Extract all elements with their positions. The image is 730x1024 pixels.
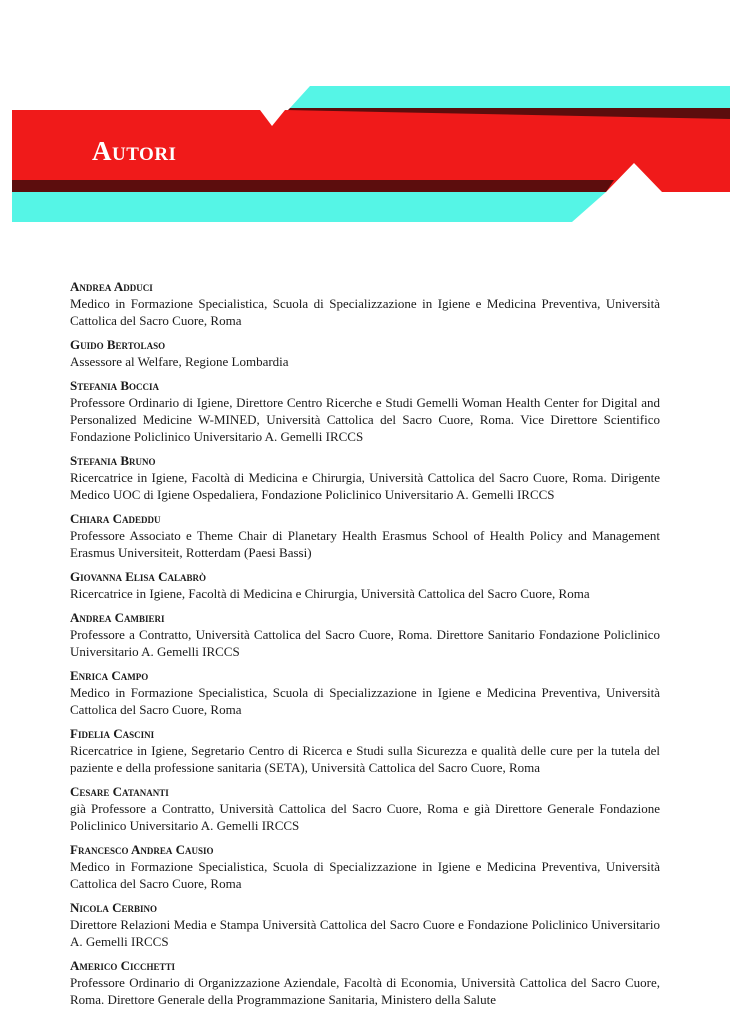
author-name: Chiara Cadeddu: [70, 511, 161, 526]
author-entry: [70, 336, 660, 370]
author-entry: [70, 957, 660, 1008]
author-description: già Professore a Contratto, Università Cattolica del Sacro Cuore, Roma e già Direttore Generale Fondazione Policlinico Universitario A. Gemelli IRCCS: [70, 801, 660, 833]
author-name: Andrea Cambieri: [70, 610, 165, 625]
banner-graphic: [0, 0, 730, 240]
author-name: Stefania Bruno: [70, 453, 156, 468]
author-name: Stefania Boccia: [70, 378, 159, 393]
author-name: Guido Bertolaso: [70, 337, 166, 352]
author-description: Direttore Relazioni Media e Stampa Università Cattolica del Sacro Cuore e Fondazione Policlinico Universitario A. Gemelli IRCCS: [70, 917, 660, 949]
author-entry: [70, 568, 660, 602]
author-description: Ricercatrice in Igiene, Segretario Centro di Ricerca e Studi sulla Sicurezza e qualità delle cure per la tutela del paziente e della professione sanitaria (SETA), Università Cattolica del Sacro Cuore, Roma: [70, 743, 660, 775]
banner-cyan-top: [290, 86, 730, 108]
author-entry: [70, 899, 660, 950]
page-title: Autori: [92, 136, 177, 166]
author-description: Professore Ordinario di Igiene, Direttore Centro Ricerche e Studi Gemelli Woman Health Center for Digital and Personalized Medicine W-MINED, Università Cattolica del Sacro Cuore, Roma. Vice Direttore Scientifico Fondazione Policlinico Universitario A. Gemelli IRCCS: [70, 395, 660, 444]
author-description: Medico in Formazione Specialistica, Scuola di Specializzazione in Igiene e Medicina Preventiva, Università Cattolica del Sacro Cuore, Roma: [70, 685, 660, 717]
author-name: Cesare Catananti: [70, 784, 169, 799]
author-entry: [70, 841, 660, 892]
author-description: Medico in Formazione Specialistica, Scuola di Specializzazione in Igiene e Medicina Preventiva, Università Cattolica del Sacro Cuore, Roma: [70, 859, 660, 891]
author-description: Ricercatrice in Igiene, Facoltà di Medicina e Chirurgia, Università Cattolica del Sacro Cuore, Roma: [70, 586, 590, 601]
author-description: Ricercatrice in Igiene, Facoltà di Medicina e Chirurgia, Università Cattolica del Sacro Cuore, Roma. Dirigente Medico UOC di Igiene Ospedaliera, Fondazione Policlinico Universitario A. Gemelli IRCCS: [70, 470, 660, 502]
author-description: Medico in Formazione Specialistica, Scuola di Specializzazione in Igiene e Medicina Preventiva, Università Cattolica del Sacro Cuore, Roma: [70, 296, 660, 328]
author-description: Professore Ordinario di Organizzazione Aziendale, Facoltà di Economia, Università Cattolica del Sacro Cuore, Roma. Direttore Generale della Programmazione Sanitaria, Ministero della Salute: [70, 975, 660, 1007]
author-name: Enrica Campo: [70, 668, 149, 683]
author-entry: [70, 278, 660, 329]
author-entry: [70, 667, 660, 718]
author-description: Professore a Contratto, Università Cattolica del Sacro Cuore, Roma. Direttore Sanitario Fondazione Policlinico Universitario A. Gemelli IRCCS: [70, 627, 660, 659]
author-name: Nicola Cerbino: [70, 900, 158, 915]
author-entry: [70, 377, 660, 445]
author-entry: [70, 609, 660, 660]
author-description: Assessore al Welfare, Regione Lombardia: [70, 354, 289, 369]
banner-cyan-bottom: [12, 192, 606, 222]
banner-dark-stripe-bottom: [12, 180, 614, 192]
author-entry: [70, 452, 660, 503]
author-entry: [70, 725, 660, 776]
author-name: Americo Cicchetti: [70, 958, 176, 973]
header-banner: [0, 0, 730, 240]
author-name: Giovanna Elisa Calabrò: [70, 569, 207, 584]
author-name: Andrea Adduci: [70, 279, 153, 294]
author-name: Fidelia Cascini: [70, 726, 155, 741]
author-list: [70, 278, 660, 1015]
author-entry: [70, 510, 660, 561]
author-entry: [70, 783, 660, 834]
author-name: Francesco Andrea Causio: [70, 842, 214, 857]
author-description: Professore Associato e Theme Chair di Planetary Health Erasmus School of Health Policy and Management Erasmus Universiteit, Rotterdam (Paesi Bassi): [70, 528, 660, 560]
